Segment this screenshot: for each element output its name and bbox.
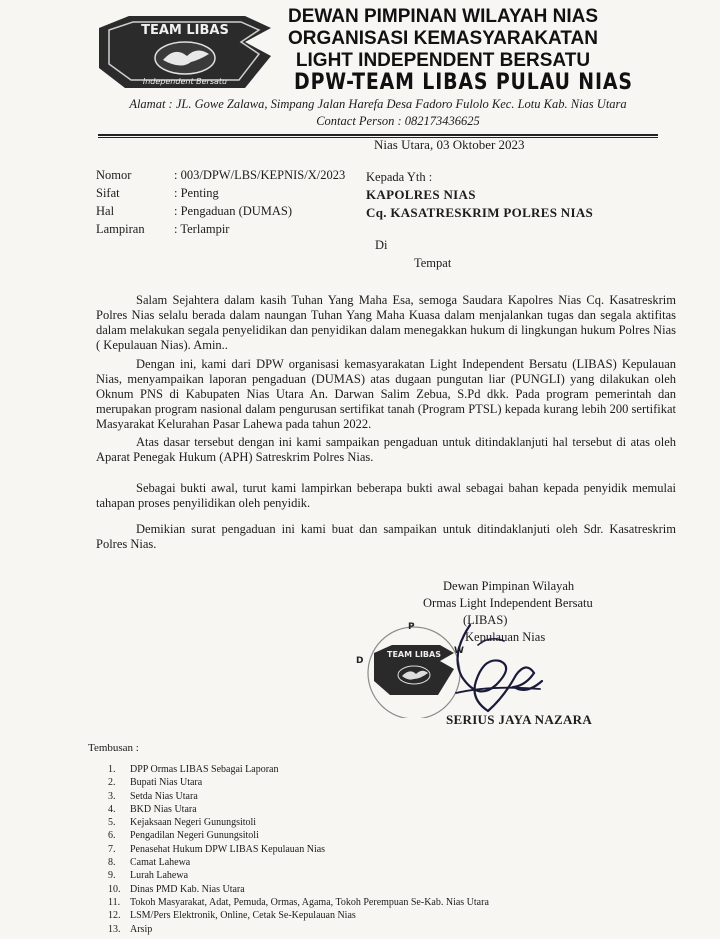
svg-text:P: P	[408, 622, 415, 632]
list-number: 6.	[108, 830, 116, 842]
list-number: 10.	[108, 883, 121, 895]
list-item	[108, 763, 489, 776]
body-paragraph-3	[96, 435, 676, 465]
meta-key: Nomor	[96, 168, 132, 182]
list-number: 13.	[108, 923, 121, 935]
list-text: LSM/Pers Elektronik, Online, Cetak Se-Kepulauan Nias	[130, 910, 356, 922]
list-item	[108, 829, 489, 842]
paragraph-text: Salam Sejahtera dalam kasih Tuhan Yang Maha Esa, semoga Saudara Kapolres Nias Cq. Kasatreskrim Polres Nias selalu berada dalam naungan Tuhan Yang Maha Kuasa dalam menjalankan tugas dan segala aktifitas dalam melakukan segala penyelidikan dan penyidikan dalam menegakkan hukum di lingkungan hukum Polres Nias ( Kepulauan Nias). Amin..	[96, 293, 676, 352]
letter-meta	[96, 166, 345, 238]
list-item	[108, 816, 489, 829]
org-line-2: ORGANISASI KEMASYARAKATAN	[287, 28, 598, 49]
list-number: 12.	[108, 910, 121, 922]
list-number: 8.	[108, 857, 116, 869]
paragraph-text: Dengan ini, kami dari DPW organisasi kemasyarakatan Light Independent Bersatu (LIBAS) Kepulauan Nias, menyampaikan laporan pengaduan (DUMAS) atas dugaan pungutan liar (PUNGLI) yang dilakukan oleh Oknum PNS di Kabupaten Nias Utara An. Darwan Salim Zebua, S.Pd dkk. Pada program pemerintah dan merupakan program nasional dalam pengurusan sertifikat tanah (Program PTSL) kepada kurang lebih 200 sertifikat Masyarakat Kelurahan Pasar Lahewa pada tahun 2022.	[96, 357, 676, 431]
body-paragraph-4	[96, 481, 676, 511]
meta-value: : 003/DPW/LBS/KEPNIS/X/2023	[174, 168, 346, 182]
signature-line-3: (LIBAS)	[463, 613, 508, 627]
paragraph-text: Demikian surat pengaduan ini kami buat dan sampaikan untuk ditindaklanjuti oleh Sdr. Kasatreskrim Polres Nias.	[96, 522, 676, 551]
list-item	[108, 843, 489, 856]
meta-key: Hal	[96, 204, 115, 218]
list-text: BKD Nias Utara	[130, 803, 197, 815]
paragraph-text: Atas dasar tersebut dengan ini kami sampaikan pengaduan untuk ditindaklanjuti hal tersebut di atas oleh Aparat Penegak Hukum (APH) Satreskrim Polres Nias.	[96, 435, 676, 464]
list-text: DPP Ormas LIBAS Sebagai Laporan	[130, 764, 279, 775]
svg-text:W: W	[454, 646, 464, 656]
meta-value: : Pengaduan (DUMAS)	[174, 204, 293, 218]
organization-heading	[278, 4, 608, 72]
address-text: Alamat : JL. Gowe Zalawa, Simpang Jalan Harefa Desa Fadoro Fulolo Kec. Lotu Kab. Nias Utara	[129, 97, 627, 111]
org-short-name: DPW-TEAM LIBAS PULAU NIAS	[294, 70, 633, 95]
list-number: 4.	[108, 803, 116, 815]
signature-line-2: Ormas Light Independent Bersatu	[423, 596, 593, 610]
recipient-line-1: KAPOLRES NIAS	[366, 187, 476, 202]
recipient-block	[366, 168, 593, 222]
meta-key: Lampiran	[96, 222, 145, 236]
svg-text:D: D	[356, 656, 364, 666]
meta-row	[96, 184, 345, 202]
list-text: Pengadilan Negeri Gunungsitoli	[130, 830, 259, 842]
signature-line-4: Kepulauan Nias	[465, 630, 546, 644]
list-number: 5.	[108, 817, 116, 829]
svg-text:TEAM LIBAS: TEAM LIBAS	[141, 23, 229, 38]
meta-row	[96, 220, 345, 238]
svg-text:Independent Bersatu: Independent Bersatu	[142, 77, 228, 86]
meta-value: : Terlampir	[174, 222, 230, 236]
cc-list	[108, 763, 489, 936]
list-item	[108, 923, 489, 936]
list-number: 1.	[108, 764, 116, 775]
cc-title: Tembusan :	[88, 742, 139, 754]
letter-date: Nias Utara, 03 Oktober 2023	[374, 137, 525, 152]
list-text: Bupati Nias Utara	[130, 777, 203, 789]
org-line-1: DEWAN PIMPINAN WILAYAH NIAS	[287, 6, 598, 27]
recipient-tempat: Tempat	[414, 256, 452, 270]
list-text: Lurah Lahewa	[130, 870, 189, 882]
list-text: Dinas PMD Kab. Nias Utara	[130, 883, 245, 895]
meta-key: Sifat	[96, 186, 120, 200]
body-paragraph-5	[96, 522, 676, 552]
list-text: Kejaksaan Negeri Gunungsitoli	[130, 817, 257, 829]
meta-value: : Penting	[174, 186, 219, 200]
letterhead-address	[98, 96, 658, 130]
list-item	[108, 790, 489, 803]
list-text: Tokoh Masyarakat, Adat, Pemuda, Ormas, Agama, Tokoh Perempuan Se-Kab. Nias Utara	[130, 896, 489, 908]
body-paragraph-2	[96, 357, 676, 432]
recipient-di: Di	[375, 238, 388, 252]
list-item	[108, 803, 489, 816]
list-number: 2.	[108, 777, 116, 789]
recipient-line-2: Cq. KASATRESKRIM POLRES NIAS	[366, 205, 594, 220]
list-item	[108, 869, 489, 882]
list-number: 3.	[108, 790, 116, 802]
body-paragraph-1	[96, 293, 676, 353]
list-item	[108, 883, 489, 896]
list-item	[108, 776, 489, 789]
meta-row	[96, 202, 345, 220]
list-text: Setda Nias Utara	[130, 790, 198, 802]
handwritten-signature	[430, 615, 550, 725]
list-item	[108, 856, 489, 869]
meta-row	[96, 166, 345, 184]
list-number: 11.	[108, 896, 121, 908]
org-line-3: LIGHT INDEPENDENT BERSATU	[295, 50, 591, 71]
signatory-name: SERIUS JAYA NAZARA	[446, 712, 593, 727]
team-libas-logo	[95, 8, 275, 100]
svg-text:TEAM LIBAS: TEAM LIBAS	[387, 650, 441, 659]
contact-person: Contact Person : 082173436625	[316, 114, 480, 128]
list-number: 9.	[108, 870, 116, 882]
list-text: Arsip	[130, 923, 153, 935]
paragraph-text: Sebagai bukti awal, turut kami lampirkan beberapa bukti awal sebagai bahan kepada penyidik memulai tahapan proses penyilidikan oleh penyidik.	[96, 481, 676, 510]
letterhead-rule-thick	[98, 134, 658, 136]
list-item	[108, 909, 489, 922]
list-text: Penasehat Hukum DPW LIBAS Kepulauan Nias	[130, 843, 326, 855]
list-item	[108, 896, 489, 909]
recipient-greeting: Kepada Yth :	[366, 170, 433, 184]
signature-line-1: Dewan Pimpinan Wilayah	[443, 579, 575, 593]
list-number: 7.	[108, 843, 116, 855]
list-text: Camat Lahewa	[130, 857, 191, 869]
